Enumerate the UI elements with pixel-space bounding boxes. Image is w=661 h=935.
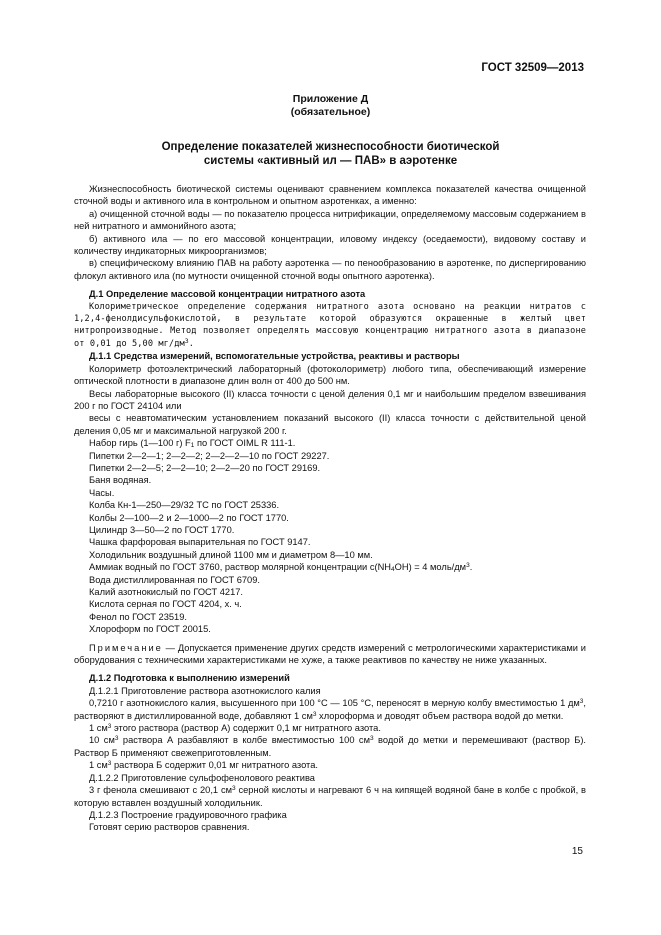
note-label: Примечание <box>89 642 163 653</box>
section-d1-paragraph <box>74 301 586 351</box>
note-text: — Допускается применение других средств измерений с метрологическими характеристиками и оборудования с техническими характеристиками не хуже, а также реактивов по качеству не ниже указанных. <box>74 642 586 666</box>
scales-item-2: весы с неавтоматическим установлением показаний высокого (II) класса точности с действительной ценой деления 0,05 мг и максимальной нагрузкой 200 г. <box>74 413 586 436</box>
procedure-step <box>74 734 586 759</box>
appendix-label: Приложение Д <box>292 93 369 105</box>
procedure-step <box>74 784 586 809</box>
reagent-item: Фенол по ГОСТ 23519. <box>89 611 187 622</box>
step-text: 1 см <box>89 760 108 771</box>
procedure-step <box>74 722 586 734</box>
equipment-item: Колба Кн-1—250—29/32 ТС по ГОСТ 25336. <box>89 500 280 511</box>
ammonia-item <box>74 561 586 573</box>
weights-sub: 1 <box>190 442 195 450</box>
equipment-item: Пипетки 2—2—5; 2—2—10; 2—2—20 по ГОСТ 29169. <box>89 462 321 473</box>
step-sup: 3 <box>579 698 584 706</box>
weights-text: Набор гирь (1—100 г) F <box>89 438 191 449</box>
subsection-heading: Д.1.2.1 Приготовление раствора азотнокислого калия <box>89 685 321 696</box>
reagent-item: Кислота серная по ГОСТ 4204, х. ч. <box>89 599 242 610</box>
step-text: этого раствора (раствор А) содержит 0,1 мг нитратного азота. <box>111 723 381 734</box>
intro-paragraph: Жизнеспособность биотической системы оценивают сравнением комплекса показателей качества очищенной сточной воды и активного ила в контрольном и опытном аэротенках, а именно: <box>74 184 586 207</box>
subsection-heading: Д.1.2.3 Построение градуировочного графика <box>89 809 287 820</box>
page-number: 15 <box>571 846 583 857</box>
title-line-1: Определение показателей жизнеспособности биотической <box>161 141 500 153</box>
section-d1-heading: Д.1 Определение массовой концентрации нитратного азота <box>89 289 366 300</box>
step-text: 0,7210 г азотнокислого калия, высушенного при 100 °С — 105 °С, переносят в мерную колбу вместимостью 1 дм <box>89 698 580 709</box>
step-text: раствора А разбавляют в колбе вместимостью 100 см <box>118 735 370 746</box>
ammonia-text: Аммиак водный по ГОСТ 3760, раствор молярной концентрации с(NH <box>89 562 392 573</box>
step-text: 3 г фенола смешивают с 20,1 см <box>89 785 232 796</box>
procedure-step <box>74 759 586 771</box>
d1-text: Колориметрическое определение содержания нитратного азота основано на реакции нитратов с 1,2,4-фенолдисульфокислотой, в результате которой образуются окрашенные в желтый цвет нитропроизводные. Метод позволяет определять массовую концентрацию нитратного азота в диапазоне от 0,01 до 5,00 мг/дм <box>74 301 586 349</box>
reagent-item: Хлороформ по ГОСТ 20015. <box>89 624 211 635</box>
section-d12-heading: Д.1.2 Подготовка к выполнению измерений <box>89 673 290 684</box>
ammonia-text-2: OH) = 4 моль/дм <box>394 562 467 573</box>
equipment-item: Холодильник воздушный длиной 1100 мм и диаметром 8—10 мм. <box>89 549 373 560</box>
procedure-step <box>74 697 586 722</box>
equipment-item: Часы. <box>89 487 115 498</box>
appendix-status: (обязательное) <box>290 106 371 118</box>
reagent-item: Калий азотнокислый по ГОСТ 4217. <box>89 587 243 597</box>
weights-item <box>74 437 586 449</box>
colorimeter-item: Колориметр фотоэлектрический лабораторный (фотоколориметр) любого типа, обеспечивающий измерение оптической плотности в диапазоне длин волн от 400 до 500 нм. <box>74 363 586 387</box>
ammonia-sub: 4 <box>391 566 395 574</box>
document-body <box>74 183 586 834</box>
step-text: 1 см <box>89 723 108 734</box>
step-text: , растворяют в дистиллированной воде, добавляют 1 см <box>74 698 586 721</box>
equipment-item: Колбы 2—100—2 и 2—1000—2 по ГОСТ 1770. <box>89 512 289 523</box>
note-paragraph <box>74 642 586 667</box>
title-line-2: системы «активный ил — ПАВ» в аэротенке <box>203 155 458 167</box>
appendix-title <box>0 140 661 168</box>
equipment-item: Пипетки 2—2—1; 2—2—2; 2—2—2—10 по ГОСТ 29227. <box>89 450 330 461</box>
intro-item-c: в) специфическому влиянию ПАВ на работу аэротенка — по пенообразованию в аэротенке, по диспергированию флокул активного ила (по мутности очищенной сточной воды опытного аэротенка). <box>74 258 586 281</box>
procedure-step: Готовят серию растворов сравнения. <box>89 822 250 833</box>
step-sup: 3 <box>114 735 119 743</box>
equipment-item: Чашка фарфоровая выпарительная по ГОСТ 9147. <box>89 537 311 548</box>
step-text: серной кислоты и нагревают 6 ч на кипящей водяной бане в колбе с пробкой, в которую вставлен воздушный холодильник. <box>74 785 586 808</box>
d1-sup: 3 <box>184 336 189 345</box>
step-sup: 3 <box>107 723 112 731</box>
scales-item-1: Весы лабораторные высокого (II) класса точности с ценой деления 0,1 мг и наибольшим пределом взвешивания 200 г по ГОСТ 24104 или <box>74 388 586 411</box>
step-text: 10 см <box>89 735 115 746</box>
intro-item-a: а) очищенной сточной воды — по показателю процесса нитрификации, определяемому массовым содержанием в ней нитратного и аммонийного азота; <box>74 208 586 232</box>
step-text: раствора Б содержит 0,01 мг нитратного азота. <box>111 760 318 771</box>
d1-end: . <box>188 338 195 349</box>
equipment-item: Цилиндр 3—50—2 по ГОСТ 1770. <box>89 524 235 535</box>
reagent-item: Вода дистиллированная по ГОСТ 6709. <box>89 574 260 585</box>
ammonia-sup: 3 <box>466 562 470 570</box>
standard-number: ГОСТ 32509—2013 <box>481 62 584 74</box>
appendix-heading <box>0 93 661 119</box>
step-text: водой до метки и перемешивают (раствор Б). Раствор Б применяют свежеприготовленным. <box>74 735 586 758</box>
intro-item-b: б) активного ила — по его массовой концентрации, иловому индексу (оседаемости), видовому составу и количеству индикаторных микроорганизмов; <box>74 233 586 257</box>
step-sup: 3 <box>107 760 112 768</box>
step-sup: 3 <box>231 785 236 793</box>
step-text: хлороформа и доводят объем раствора водой до метки. <box>316 710 564 721</box>
step-sup: 3 <box>312 710 317 718</box>
section-d11-heading: Д.1.1 Средства измерений, вспомогательные устройства, реактивы и растворы <box>89 351 460 362</box>
subsection-heading: Д.1.2.2 Приготовление сульфофенолового реактива <box>89 772 315 783</box>
step-sup: 3 <box>369 735 374 743</box>
weights-end: по ГОСТ OIML R 111-1. <box>194 438 296 449</box>
ammonia-end: . <box>469 562 473 573</box>
equipment-item: Баня водяная. <box>89 475 152 486</box>
